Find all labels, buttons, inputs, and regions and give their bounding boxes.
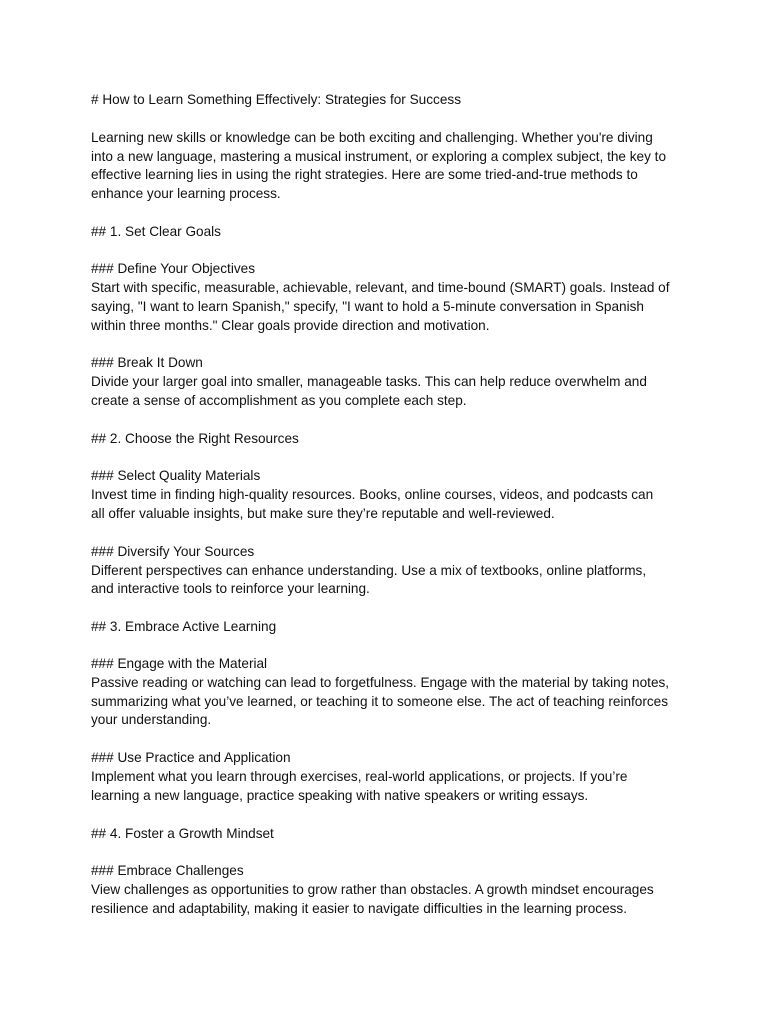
paragraph-line: your understanding.: [91, 712, 212, 727]
paragraph-line: within three months." Clear goals provide direction and motivation.: [91, 318, 490, 333]
paragraph-line: and interactive tools to reinforce your learning.: [91, 581, 370, 596]
section-heading: ## 3. Embrace Active Learning: [91, 619, 277, 634]
subsection-heading: ### Engage with the Material: [91, 656, 268, 671]
document-page: [91, 0, 691, 1024]
paragraph-line: Divide your larger goal into smaller, manageable tasks. This can help reduce overwhelm and: [91, 374, 647, 389]
intro-line: enhance your learning process.: [91, 186, 281, 201]
document-title: # How to Learn Something Effectively: Strategies for Success: [91, 92, 461, 107]
subsection-heading: ### Use Practice and Application: [91, 750, 291, 765]
intro-line: effective learning lies in using the right strategies. Here are some tried-and-true methods to: [91, 167, 638, 182]
section-heading: ## 1. Set Clear Goals: [91, 224, 221, 239]
subsection-heading: ### Diversify Your Sources: [91, 544, 255, 559]
section-heading: ## 2. Choose the Right Resources: [91, 431, 299, 446]
paragraph-line: resilience and adaptability, making it easier to navigate difficulties in the learning process.: [91, 901, 627, 916]
paragraph-line: create a sense of accomplishment as you complete each step.: [91, 393, 467, 408]
paragraph-line: all offer valuable insights, but make sure they’re reputable and well-reviewed.: [91, 506, 555, 521]
paragraph-line: Start with specific, measurable, achievable, relevant, and time-bound (SMART) goals. Instead of: [91, 280, 670, 295]
intro-line: Learning new skills or knowledge can be both exciting and challenging. Whether you're diving: [91, 130, 653, 145]
subsection-heading: ### Define Your Objectives: [91, 261, 255, 276]
paragraph-line: summarizing what you’ve learned, or teaching it to someone else. The act of teaching reinforces: [91, 694, 669, 709]
paragraph-line: saying, "I want to learn Spanish," specify, "I want to hold a 5-minute conversation in Spanish: [91, 299, 644, 314]
subsection-heading: ### Embrace Challenges: [91, 863, 244, 878]
paragraph-line: Invest time in finding high-quality resources. Books, online courses, videos, and podcasts can: [91, 487, 654, 502]
section-heading: ## 4. Foster a Growth Mindset: [91, 826, 274, 841]
paragraph-line: Implement what you learn through exercises, real-world applications, or projects. If you’re: [91, 769, 628, 784]
subsection-heading: ### Break It Down: [91, 355, 203, 370]
intro-line: into a new language, mastering a musical instrument, or exploring a complex subject, the key to: [91, 149, 667, 164]
paragraph-line: Passive reading or watching can lead to forgetfulness. Engage with the material by taking notes,: [91, 675, 670, 690]
paragraph-line: View challenges as opportunities to grow rather than obstacles. A growth mindset encourages: [91, 882, 654, 897]
paragraph-line: Different perspectives can enhance understanding. Use a mix of textbooks, online platforms,: [91, 563, 647, 578]
paragraph-line: learning a new language, practice speaking with native speakers or writing essays.: [91, 788, 589, 803]
subsection-heading: ### Select Quality Materials: [91, 468, 261, 483]
